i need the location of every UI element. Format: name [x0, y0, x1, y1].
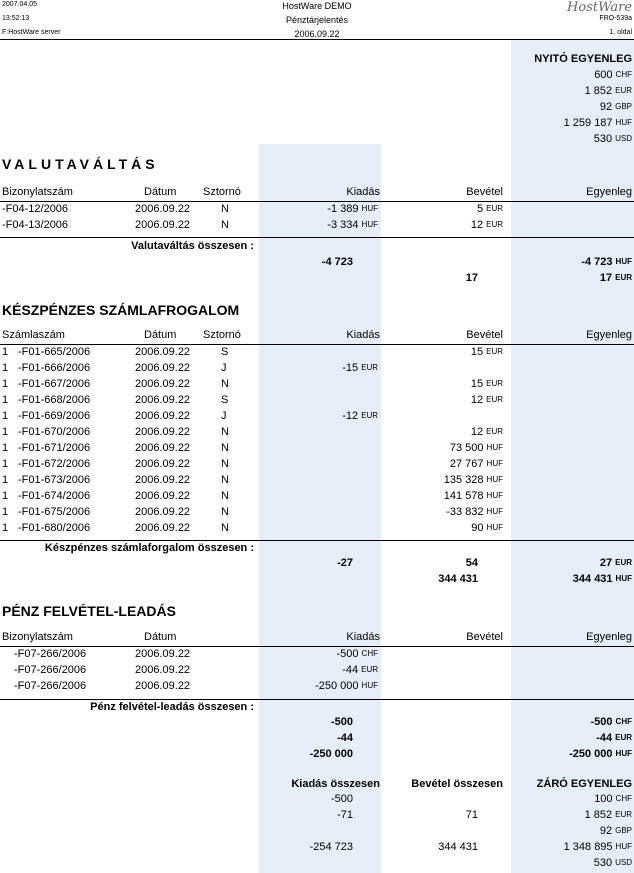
penz-felvetel-total-kiadas: -44: [337, 732, 353, 744]
s3-col-2: Kiadás: [346, 631, 380, 643]
penz-felvetel-total-kiadas: -250 000: [309, 748, 353, 760]
table-row-num: 1: [2, 410, 9, 422]
s2-col-2: Sztornó: [203, 329, 241, 341]
keszpenzes-total-egyenleg-eur: 27 EUR: [599, 557, 632, 569]
table-row-bevetel: [471, 346, 503, 358]
table-row-kiadas-value: -15: [342, 362, 359, 374]
s3-col-4: Egyenleg: [586, 631, 632, 643]
table-row-kiadas-currency: EUR: [361, 411, 378, 420]
table-row-num: 1: [2, 442, 9, 454]
table-row-doc: -F01-672/2006: [18, 458, 91, 470]
table-row-doc: -F01-671/2006: [18, 442, 91, 454]
table-row-kiadas-value: -250 000: [315, 680, 359, 692]
table-row-date: 2006.09.22: [135, 394, 191, 406]
table-row-kiadas-value: -1 389: [327, 203, 359, 215]
table-row-storno: N: [221, 442, 229, 454]
table-row-doc: -F01-665/2006: [18, 346, 91, 358]
table-row-storno: N: [221, 203, 229, 215]
table-row-bevetel: [471, 426, 503, 438]
table-row-bevetel: [471, 378, 503, 390]
table-row-kiadas: [327, 219, 378, 231]
table-row-bevetel-currency: HUF: [486, 491, 503, 500]
s2-col-4: Bevétel: [466, 329, 503, 341]
table-row-doc: -F01-667/2006: [18, 378, 91, 390]
table-row-bevetel-value: 15: [470, 378, 484, 390]
table-row-doc: -F01-669/2006: [18, 410, 91, 422]
penz-felvetel-total-kiadas: -500: [330, 716, 353, 728]
table-row-kiadas-value: -44: [342, 664, 359, 676]
table-row-num: 1: [2, 346, 9, 358]
table-row-date: 2006.09.22: [135, 664, 191, 676]
table-row-bevetel: [471, 219, 503, 231]
closing-balance-usd-currency: USD: [615, 858, 632, 867]
table-row-bevetel-value: -33 832: [446, 506, 484, 518]
table-row-num: 1: [2, 426, 9, 438]
s3-col-0: Bizonylatszám: [2, 631, 73, 643]
opening-balance-eur-value: 1 852: [584, 85, 613, 97]
valutavaltas-total-bevetel: 17: [465, 272, 478, 284]
s1-col-5: Egyenleg: [586, 186, 632, 198]
table-row-storno: N: [221, 426, 229, 438]
table-row-storno: N: [221, 219, 229, 231]
penz-felvetel-total-egyenleg-currency: EUR: [615, 733, 632, 742]
table-row-num: 1: [2, 474, 9, 486]
section-penz-felvetel-header-line: [0, 646, 634, 647]
table-row-num: 1: [2, 506, 9, 518]
s3-col-1: Dátum: [144, 631, 177, 643]
table-row-bevetel-currency: EUR: [486, 395, 503, 404]
table-row-bevetel-value: 15: [470, 346, 484, 358]
table-row-doc: -F07-266/2006: [14, 680, 87, 692]
table-row-storno: N: [221, 506, 229, 518]
penz-felvetel-total-egyenleg-value: -500: [590, 716, 613, 728]
table-row-bevetel-value: 73 500: [449, 442, 484, 454]
closing-balance-gbp-value: 92: [599, 825, 613, 837]
table-row-kiadas-currency: HUF: [361, 220, 378, 229]
table-row-bevetel-currency: HUF: [486, 459, 503, 468]
summary-bevetel-value: 71: [465, 809, 478, 821]
table-row-bevetel-currency: HUF: [486, 443, 503, 452]
table-row-kiadas-currency: EUR: [361, 665, 378, 674]
table-row-storno: S: [221, 346, 229, 358]
closing-balance-chf-value: 100: [594, 793, 613, 805]
table-row-bevetel-value: 27 767: [449, 458, 484, 470]
table-row-bevetel-value: 12: [470, 394, 484, 406]
table-row-storno: J: [221, 362, 227, 374]
table-row-date: 2006.09.22: [135, 680, 191, 692]
table-row-bevetel-currency: HUF: [486, 507, 503, 516]
table-row-bevetel-value: 135 328: [443, 474, 484, 486]
s1-col-3: Kiadás: [346, 186, 380, 198]
table-row-bevetel-value: 5: [476, 203, 484, 215]
s2-col-3: Kiadás: [346, 329, 380, 341]
summary-bevetel-value: 344 431: [438, 841, 478, 853]
summary-kiadas-label: Kiadás összesen: [291, 778, 380, 790]
closing-balance-eur: [585, 809, 632, 821]
section-keszpenzes-total-line: [0, 540, 634, 541]
table-row-bevetel-value: 90: [471, 522, 484, 534]
table-row-kiadas-value: -3 334: [327, 219, 359, 231]
s1-col-1: Dátum: [144, 186, 177, 198]
table-row-num: 1: [2, 378, 9, 390]
table-row-bevetel-currency: EUR: [486, 379, 503, 388]
table-row-date: 2006.09.22: [135, 442, 191, 454]
table-row-doc: -F07-266/2006: [14, 648, 87, 660]
section-valutavaltas-title: VALUTAVÁLTÁS: [2, 156, 159, 172]
table-row-bevetel-currency: EUR: [486, 347, 503, 356]
table-row-bevetel: [477, 203, 503, 215]
table-row-date: 2006.09.22: [135, 203, 191, 215]
table-row-kiadas-value: -500: [336, 648, 359, 660]
table-row-bevetel-currency: HUF: [486, 475, 503, 484]
table-row-bevetel: [444, 474, 503, 486]
valutavaltas-total-kiadas: -4 723: [321, 256, 353, 268]
opening-balance-chf-value: 600: [594, 69, 613, 81]
table-row-kiadas: [315, 680, 378, 692]
table-row-date: 2006.09.22: [135, 426, 191, 438]
table-row-kiadas-currency: HUF: [361, 204, 378, 213]
penz-felvetel-total-label: Pénz felvétel-leadás összesen :: [90, 701, 254, 713]
table-row-doc: -F01-666/2006: [18, 362, 91, 374]
table-row-bevetel-currency: HUF: [486, 523, 503, 532]
closing-balance-huf-currency: HUF: [615, 842, 632, 851]
section-valutavaltas-header-line: [0, 201, 634, 202]
opening-balance-usd-value: 530: [593, 133, 613, 145]
opening-balance-huf-currency: HUF: [615, 118, 632, 127]
table-row-date: 2006.09.22: [135, 362, 191, 374]
keszpenzes-total-label: Készpénzes számlaforgalom összesen :: [44, 542, 254, 554]
summary-kiadas-value: -254 723: [309, 841, 353, 853]
penz-felvetel-total-egyenleg-value: -250 000: [569, 748, 613, 760]
report-code: FRO-539a: [599, 15, 632, 22]
table-row-bevetel-value: 141 578: [443, 490, 484, 502]
opening-balance-gbp-currency: GBP: [615, 102, 632, 111]
opening-balance-usd: [594, 133, 632, 145]
opening-balance-usd-currency: USD: [615, 134, 632, 143]
closing-balance-huf-value: 1 348 895: [563, 841, 613, 853]
summary-kiadas-value: -500: [330, 793, 353, 805]
table-row-num: 1: [2, 490, 9, 502]
table-row-num: 1: [2, 362, 9, 374]
penz-felvetel-total-egyenleg-value: -44: [596, 732, 613, 744]
s1-col-0: Bizonylatszám: [2, 186, 73, 198]
table-row-num: 1: [2, 394, 9, 406]
page-number: 1. oldal: [609, 29, 632, 36]
table-row-bevetel-value: 12: [470, 219, 484, 231]
table-row-num: 1: [2, 522, 9, 534]
penz-felvetel-total-egyenleg-currency: HUF: [615, 749, 632, 758]
closing-balance-eur-currency: EUR: [615, 810, 632, 819]
table-row-storno: N: [221, 522, 229, 534]
s1-col-4: Bevétel: [466, 186, 503, 198]
section-penz-felvetel-total-line: [0, 699, 634, 700]
table-row-date: 2006.09.22: [135, 346, 191, 358]
table-row-bevetel: [450, 458, 503, 470]
table-row-doc: -F01-670/2006: [18, 426, 91, 438]
table-row-storno: S: [221, 394, 229, 406]
opening-balance-eur-currency: EUR: [615, 86, 632, 95]
table-row-kiadas: [342, 664, 378, 676]
s2-col-5: Egyenleg: [586, 329, 632, 341]
table-row-bevetel-currency: EUR: [486, 427, 503, 436]
table-row-bevetel: [450, 442, 503, 454]
table-row-date: 2006.09.22: [135, 522, 191, 534]
closing-balance-eur-value: 1 852: [584, 809, 613, 821]
opening-balance-gbp-value: 92: [599, 101, 613, 113]
keszpenzes-total-bevetel-huf: 344 431: [438, 573, 478, 585]
report-title: Pénztárjelentés: [285, 15, 349, 25]
s3-col-3: Bevétel: [466, 631, 503, 643]
closing-balance-usd: [594, 857, 632, 869]
opening-balance-chf: [594, 69, 632, 81]
closing-balance-title: ZÁRÓ EGYENLEG: [536, 778, 632, 790]
table-row-bevetel-value: 12: [470, 426, 484, 438]
table-row-kiadas-currency: CHF: [361, 649, 378, 658]
s1-col-2: Sztornó: [203, 186, 241, 198]
summary-kiadas-value: -71: [337, 809, 353, 821]
table-row-storno: J: [221, 410, 227, 422]
penz-felvetel-total-egyenleg-currency: CHF: [615, 717, 632, 726]
table-row-bevetel-currency: EUR: [486, 220, 503, 229]
table-row-storno: N: [221, 458, 229, 470]
penz-felvetel-total-egyenleg: [569, 748, 632, 760]
penz-felvetel-total-egyenleg: [591, 716, 632, 728]
table-row-doc: -F01-680/2006: [18, 522, 91, 534]
hostware-logo: HostWare: [567, 0, 632, 15]
closing-balance-gbp-currency: GBP: [615, 826, 632, 835]
keszpenzes-total-kiadas: -27: [337, 557, 353, 569]
table-row-doc: -F01-674/2006: [18, 490, 91, 502]
table-row-bevetel-currency: EUR: [486, 204, 503, 213]
opening-balance-chf-currency: CHF: [615, 70, 632, 79]
company-name: HostWare DEMO: [282, 1, 352, 11]
valutavaltas-total-egyenleg-huf: -4 723 HUF: [581, 256, 632, 268]
table-row-doc: -F04-12/2006: [2, 203, 69, 215]
s2-col-1: Dátum: [144, 329, 177, 341]
s2-col-0: Számlaszám: [2, 329, 65, 341]
valutavaltas-total-label: Valutaváltás összesen :: [131, 240, 254, 252]
table-row-doc: -F07-266/2006: [14, 664, 87, 676]
table-row-date: 2006.09.22: [135, 648, 191, 660]
table-row-bevetel: [471, 394, 503, 406]
closing-balance-gbp: [600, 825, 632, 837]
table-row-kiadas-currency: EUR: [361, 363, 378, 372]
table-row-doc: -F04-13/2006: [2, 219, 69, 231]
section-valutavaltas-total-line: [0, 237, 634, 238]
table-row-date: 2006.09.22: [135, 474, 191, 486]
report-date: 2006.09.22: [294, 29, 340, 39]
table-row-bevetel: [471, 522, 503, 534]
table-row-bevetel: [444, 490, 503, 502]
summary-bevetel-label: Bevétel összesen: [411, 778, 503, 790]
table-row-doc: -F01-675/2006: [18, 506, 91, 518]
table-row-kiadas-currency: HUF: [361, 681, 378, 690]
table-row-date: 2006.09.22: [135, 378, 191, 390]
table-row-kiadas: [337, 648, 378, 660]
table-row-storno: N: [221, 378, 229, 390]
table-row-bevetel: [446, 506, 503, 518]
opening-balance-title: NYITÓ EGYENLEG: [534, 53, 632, 65]
table-row-doc: -F01-668/2006: [18, 394, 91, 406]
keszpenzes-total-egyenleg-huf: 344 431 HUF: [572, 573, 632, 585]
penz-felvetel-total-egyenleg: [596, 732, 632, 744]
opening-balance-huf-value: 1 259 187: [563, 117, 613, 129]
closing-balance-chf: [594, 793, 632, 805]
server-path: F:HostWare server: [2, 29, 61, 36]
section-keszpenzes-header-line: [0, 344, 634, 345]
kiadas-column-shade: [259, 144, 381, 873]
closing-balance-huf: [564, 841, 632, 853]
table-row-date: 2006.09.22: [135, 490, 191, 502]
table-row-kiadas: [342, 410, 378, 422]
table-row-storno: N: [221, 474, 229, 486]
header-divider: [0, 39, 634, 40]
opening-balance-eur: [585, 85, 632, 97]
closing-balance-usd-value: 530: [593, 857, 613, 869]
table-row-kiadas: [342, 362, 378, 374]
table-row-storno: N: [221, 490, 229, 502]
table-row-doc: -F01-673/2006: [18, 474, 91, 486]
print-time: 13:52:13: [2, 15, 30, 22]
section-keszpenzes-title: KÉSZPÉNZES SZÁMLAFROGALOM: [2, 302, 240, 318]
keszpenzes-total-bevetel-eur: 54: [465, 557, 478, 569]
valutavaltas-total-egyenleg-eur: 17 EUR: [599, 272, 632, 284]
table-row-date: 2006.09.22: [135, 506, 191, 518]
table-row-date: 2006.09.22: [135, 410, 191, 422]
closing-balance-chf-currency: CHF: [615, 794, 632, 803]
opening-balance-gbp: [600, 101, 632, 113]
section-penz-felvetel-title: PÉNZ FELVÉTEL-LEADÁS: [2, 603, 176, 619]
table-row-kiadas-value: -12: [342, 410, 359, 422]
table-row-date: 2006.09.22: [135, 219, 191, 231]
print-date: 2007.04.05: [2, 1, 38, 8]
opening-balance-huf: [564, 117, 632, 129]
table-row-kiadas: [327, 203, 378, 215]
table-row-date: 2006.09.22: [135, 458, 191, 470]
table-row-num: 1: [2, 458, 9, 470]
